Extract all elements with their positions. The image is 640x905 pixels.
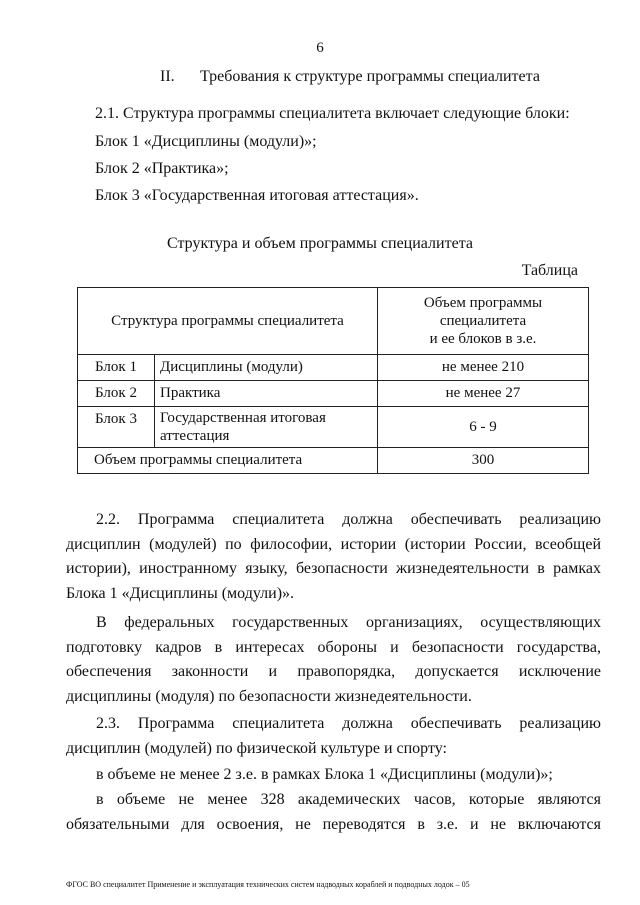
page-number: 6 (316, 40, 324, 56)
block-name-line: Государственная итоговая (160, 410, 326, 426)
block1-line: Блок 1 «Дисциплины (модули)»; (95, 133, 317, 150)
block3-line: Блок 3 «Государственная итоговая аттестация». (95, 187, 419, 204)
volume-cell: не менее 27 (378, 381, 589, 407)
total-value-cell: 300 (378, 448, 589, 474)
intro-line: 2.1. Структура программы специалитета включает следующие блоки: (95, 105, 570, 122)
footer: ФГОС ВО специалитет Применение и эксплуатация технических систем надводных кораблей и подводных лодок – 05 (66, 880, 470, 889)
section-title: Требования к структуре программы специалитета (200, 68, 540, 85)
volume-cell: не менее 210 (378, 355, 589, 381)
table-row (78, 381, 589, 407)
paragraph-hours: в объеме не менее 328 академических часов, которые являются обязательными для освоения, не переводятся в з.е. и не включаются (66, 791, 601, 833)
header-structure: Структура программы специалитета (78, 288, 378, 355)
table-row (78, 407, 589, 448)
header-volume-line: специалитета (439, 313, 527, 329)
section-number: II. (160, 68, 175, 85)
table-row (78, 355, 589, 381)
paragraph-2-3: 2.3. Программа специалитета должна обеспечивать реализацию дисциплин (модулей) по физической культуре и спорту: (66, 715, 601, 757)
block-cell: Блок 1 (78, 355, 155, 381)
header-volume-line: и ее блоков в з.е. (429, 331, 537, 347)
block2-line: Блок 2 «Практика»; (95, 160, 229, 177)
header-volume-line: Объем программы (423, 295, 543, 311)
table-caption: Структура и объем программы специалитета (167, 235, 473, 252)
block-name-cell: Дисциплины (модули) (155, 355, 378, 381)
block-name-cell (155, 407, 378, 448)
table-header-row (78, 288, 589, 355)
paragraph-2-2: 2.2. Программа специалитета должна обеспечивать реализацию дисциплин (модулей) по философии, истории (истории России, всеобщей истории), иностранному языку, безопасности жизнедеятельности в рамках Блока 1 «Дисциплины (модули)». (66, 511, 601, 602)
total-label-cell: Объем программы специалитета (78, 448, 378, 474)
structure-table (77, 287, 589, 474)
block-name-line: аттестация (160, 428, 230, 444)
paragraph-volume: в объеме не менее 2 з.е. в рамках Блока 1 «Дисциплины (модули)»; (96, 766, 553, 783)
paragraph-federal: В федеральных государственных организациях, осуществляющих подготовку кадров в интересах обороны и безопасности государства, обеспечения законности и правопорядка, допускается исключение дисциплины (модуля) по безопасности жизнедеятельности. (66, 614, 601, 705)
header-volume (378, 288, 589, 355)
section-heading (160, 68, 540, 86)
block-cell: Блок 2 (78, 381, 155, 407)
table-total-row (78, 448, 589, 474)
volume-cell: 6 - 9 (378, 407, 589, 448)
block-name-cell: Практика (155, 381, 378, 407)
table-label: Таблица (521, 262, 578, 279)
block-cell: Блок 3 (78, 407, 155, 448)
